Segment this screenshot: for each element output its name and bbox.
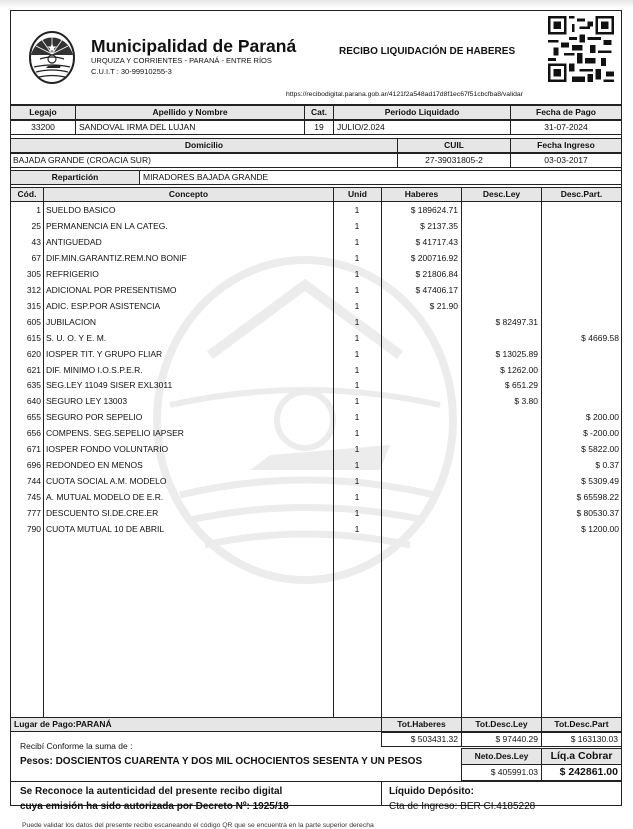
row-desc-part: $ 65598.22 [576,492,619,503]
row-cod: 656 [26,428,41,439]
row-haberes: $ 47406.17 [415,284,458,295]
row-haberes [383,426,458,441]
row-cod: 43 [31,236,41,247]
row-desc-ley: $ 651.29 [504,380,538,391]
domicilio-value: BAJADA GRANDE (CROACIA SUR) [10,153,398,168]
row-desc-ley [463,442,538,457]
row-haberes: $ 41717.43 [415,236,458,247]
row-concepto: CUOTA SOCIAL A.M. MODELO [46,476,167,487]
row-cod: 655 [26,412,41,423]
row-unid: 1 [354,316,360,327]
row-unid: 1 [354,236,360,247]
row-haberes [383,394,458,409]
org-address: URQUIZA Y CORRIENTES - PARANÁ - ENTRE RÍOS [91,56,272,65]
liquido-deposito-label: Líquido Depósito: [389,786,474,797]
row-cod: 790 [26,524,41,534]
tot-desc-part-label: Tot.Desc.Part [541,717,622,732]
row-cod: 621 [26,364,41,375]
row-haberes [383,363,458,378]
row-desc-part [543,299,619,314]
row-desc-part [543,283,619,298]
row-haberes: $ 21.90 [429,300,458,311]
reparticion-value: MIRADORES BAJADA GRANDE [139,170,622,185]
row-unid: 1 [354,252,360,263]
row-unid: 1 [354,460,360,471]
tot-desc-ley-label: Tot.Desc.Ley [461,717,542,732]
tot-haberes-label: Tot.Haberes [381,717,462,732]
row-desc-part [543,378,619,393]
row-cod: 635 [26,380,41,391]
row-desc-ley [463,331,538,346]
auth-line-2: cuya emisión ha sido autorizada por Decreto Nº: 1925/18 [20,801,289,812]
cat-value: 19 [304,120,334,135]
row-unid: 1 [354,524,360,534]
periodo-value: JULIO/2.024 [333,120,511,135]
row-concepto: ADICIONAL POR PRESENTISMO [46,284,177,295]
qr-code-icon[interactable] [548,16,614,82]
org-name: Municipalidad de Paraná [91,36,297,56]
row-concepto: CUOTA MUTUAL 10 DE ABRIL [46,524,165,534]
row-unid: 1 [354,332,360,343]
row-cod: 305 [26,268,41,279]
lugar-pago: Lugar de Pago:PARANÁ [10,717,382,732]
row-cod: 25 [31,220,41,231]
col-divider [381,201,382,717]
row-desc-part [543,363,619,378]
fecha-pago-label: Fecha de Pago [510,105,622,120]
row-unid: 1 [354,492,360,503]
row-desc-part: $ -200.00 [583,428,619,439]
row-cod: 744 [26,476,41,487]
row-desc-part: $ 4669.58 [581,332,619,343]
row-haberes [383,458,458,473]
row-unid: 1 [354,348,360,359]
row-haberes: $ 21806.84 [415,268,458,279]
cuil-label: CUIL [397,138,511,153]
tot-desc-part-value: $ 163130.03 [541,732,622,747]
row-unid: 1 [354,300,360,311]
row-desc-part [543,315,619,330]
row-cod: 312 [26,284,41,295]
row-desc-part [543,267,619,282]
row-desc-ley: $ 13025.89 [495,348,538,359]
tot-desc-ley-value: $ 97440.29 [461,732,542,747]
row-cod: 745 [26,492,41,503]
row-cod: 1 [36,205,41,215]
col-divider [43,201,44,717]
row-haberes [383,442,458,457]
row-desc-ley [463,506,538,521]
row-haberes: $ 189624.71 [410,205,458,215]
row-cod: 67 [31,252,41,263]
row-cod: 315 [26,300,41,311]
reparticion-label: Repartición [10,170,140,185]
row-desc-ley [463,410,538,425]
pesos-en-letras: Pesos: DOSCIENTOS CUARENTA Y DOS MIL OCHOCIENTOS SESENTA Y UN PESOS [20,756,423,767]
row-concepto: ADIC. ESP.POR ASISTENCIA [46,300,161,311]
row-concepto: S. U. O. Y E. M. [46,332,107,343]
row-haberes: $ 2137.35 [420,220,458,231]
legajo-label: Legajo [10,105,76,120]
row-cod: 620 [26,348,41,359]
row-haberes [383,331,458,346]
row-concepto: A. MUTUAL MODELO DE E.R. [46,492,164,503]
row-unid: 1 [354,205,360,215]
row-concepto: JUBILACION [46,316,97,327]
row-desc-ley [463,458,538,473]
nombre-label: Apellido y Nombre [75,105,305,120]
row-desc-ley [463,235,538,250]
auth-line-1: Se Reconoce la autenticidad del presente recibo digital [20,786,283,797]
row-concepto: PERMANENCIA EN LA CATEG. [46,220,168,231]
row-cod: 615 [26,332,41,343]
col-header-haberes: Haberes [381,187,462,202]
fecha-pago-value: 31-07-2024 [510,120,622,135]
org-cuit: C.U.I.T : 30-99910255-3 [91,67,172,76]
row-desc-ley [463,203,538,218]
row-desc-ley [463,490,538,505]
legajo-value: 33200 [10,120,76,135]
row-desc-part [543,203,619,218]
footer-divider [10,781,622,782]
row-desc-part: $ 5822.00 [581,444,619,455]
row-unid: 1 [354,380,360,391]
row-desc-ley [463,283,538,298]
qr-validation-note: Puede validar los datos del presente recibo escaneando el código QR que se encuentra en la parte superior derecha [22,822,374,829]
row-unid: 1 [354,428,360,439]
row-desc-ley [463,219,538,234]
nombre-value: SANDOVAL IRMA DEL LUJAN [75,120,305,135]
row-cod: 671 [26,444,41,455]
domicilio-label: Domicilio [10,138,398,153]
row-concepto: IOSPER FONDO VOLUNTARIO [46,444,169,455]
document-title: RECIBO LIQUIDACIÓN DE HABERES [339,46,516,57]
row-concepto: SEGURO POR SEPELIO [46,412,143,423]
row-unid: 1 [354,220,360,231]
row-desc-part [543,219,619,234]
neto-des-ley-value: $ 405991.03 [461,764,542,781]
row-desc-part: $ 0.37 [595,460,619,471]
row-desc-ley [463,522,538,537]
row-haberes [383,474,458,489]
col-divider [333,201,334,717]
row-haberes [383,410,458,425]
row-haberes [383,347,458,362]
row-desc-ley: $ 3.80 [514,396,538,407]
row-cod: 640 [26,396,41,407]
row-cod: 696 [26,460,41,471]
row-unid: 1 [354,444,360,455]
row-desc-part [543,394,619,409]
liq-cobrar-value: $ 242861.00 [541,764,622,781]
row-desc-ley [463,426,538,441]
col-header-unid: Unid [333,187,382,202]
col-header-cod: Cód. [10,187,44,202]
row-desc-part [543,251,619,266]
page-top-shadow [0,0,633,8]
row-concepto: SEG.LEY 11049 SISER EXL3011 [46,380,173,391]
row-concepto: DIF.MIN.GARANTIZ.REM.NO BONIF [46,252,187,263]
row-concepto: IOSPER TIT. Y GRUPO FLIAR [46,348,163,359]
cuenta-ingreso: Cta de Ingreso: BER CI.4185228 [389,801,536,812]
row-concepto: COMPENS. SEG.SEPELIO IAPSER [46,428,184,439]
row-haberes [383,522,458,537]
cat-label: Cat. [304,105,334,120]
row-desc-ley [463,267,538,282]
row-unid: 1 [354,284,360,295]
row-cod: 777 [26,508,41,519]
col-header-desc-part: Desc.Part. [541,187,622,202]
row-unid: 1 [354,412,360,423]
liq-cobrar-label: Líq.a Cobrar [541,748,622,765]
row-desc-ley: $ 1262.00 [500,364,538,375]
row-desc-ley: $ 82497.31 [495,316,538,327]
row-unid: 1 [354,396,360,407]
fecha-ingreso-label: Fecha Ingreso [510,138,622,153]
row-desc-ley [463,251,538,266]
row-cod: 605 [26,316,41,327]
fecha-ingreso-value: 03-03-2017 [510,153,622,168]
col-divider [541,201,542,717]
row-desc-part [543,235,619,250]
row-concepto: DESCUENTO SI.DE.CRE.ER [46,508,159,519]
cuil-value: 27-39031805-2 [397,153,511,168]
row-desc-part: $ 80530.37 [576,508,619,519]
row-concepto: ANTIGUEDAD [46,236,102,247]
row-haberes: $ 200716.92 [410,252,458,263]
footer-col-divider [381,781,382,806]
recibi-conforme: Recibí Conforme la suma de : [20,741,133,751]
coat-of-arms-icon [28,30,76,85]
row-haberes [383,506,458,521]
row-unid: 1 [354,508,360,519]
row-desc-part [543,347,619,362]
row-unid: 1 [354,476,360,487]
row-concepto: SEGURO LEY 13003 [46,396,128,407]
row-desc-part: $ 5309.49 [581,476,619,487]
periodo-label: Periodo Liquidado [333,105,511,120]
row-concepto: SUELDO BASICO [46,205,116,215]
validation-url[interactable]: https://recibodigital.parana.gob.ar/4121f2a548ad17d8f1ec67f51cbcfba8/validar [286,91,523,98]
row-desc-part: $ 1200.00 [581,524,619,534]
neto-des-ley-label: Neto.Des.Ley [461,748,542,765]
row-desc-part: $ 200.00 [585,412,619,423]
row-desc-ley [463,474,538,489]
row-concepto: REDONDEO EN MENOS [46,460,143,471]
tot-haberes-value: $ 503431.32 [381,732,462,747]
row-haberes [383,378,458,393]
col-divider [461,201,462,717]
row-desc-ley [463,299,538,314]
row-haberes [383,315,458,330]
row-unid: 1 [354,268,360,279]
row-haberes [383,490,458,505]
col-header-desc-ley: Desc.Ley [461,187,542,202]
row-concepto: DIF. MINIMO I.O.S.P.E.R. [46,364,143,375]
col-header-concepto: Concepto [43,187,334,202]
row-concepto: REFRIGERIO [46,268,99,279]
row-unid: 1 [354,364,360,375]
